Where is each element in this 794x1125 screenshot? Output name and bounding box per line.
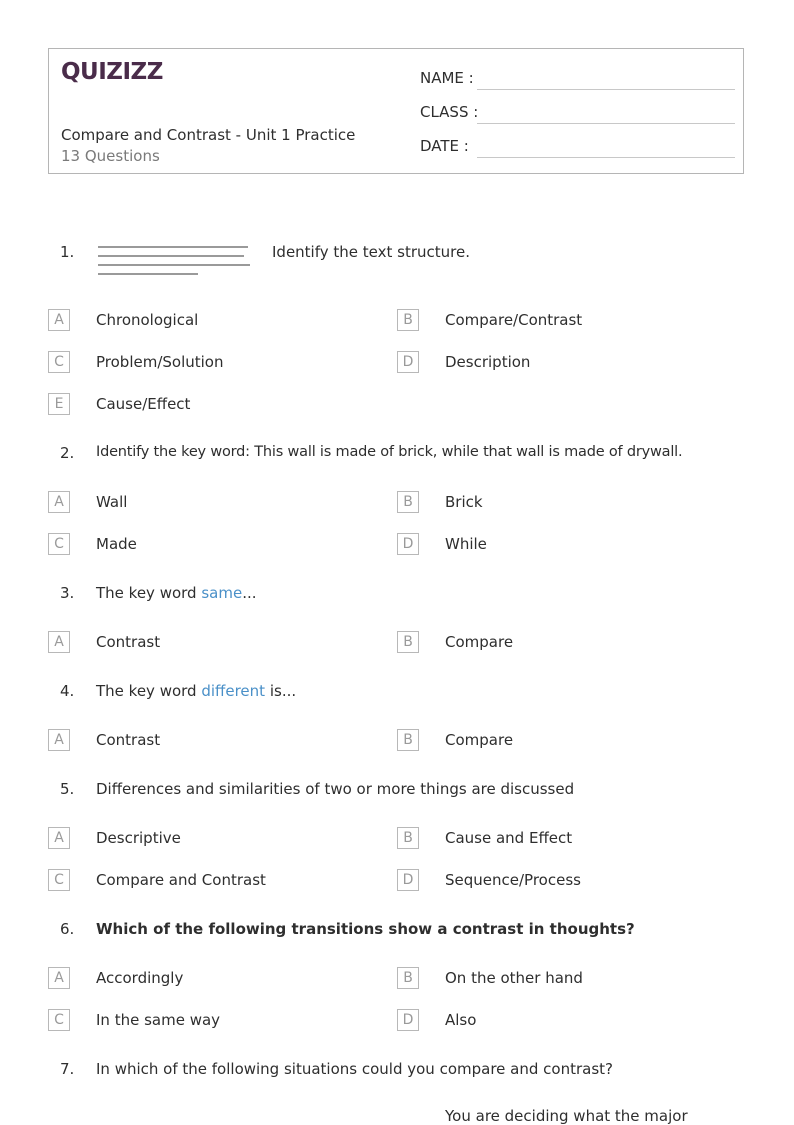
option-letter[interactable]: C	[48, 533, 70, 555]
keyword-highlight: same	[201, 584, 243, 602]
option-text-partial[interactable]: You are deciding what the major	[445, 1107, 688, 1125]
question-number: 6.	[60, 920, 75, 938]
option-letter[interactable]: A	[48, 309, 70, 331]
option-letter[interactable]: D	[397, 1009, 419, 1031]
quizizz-logo: QUIZIZZ	[61, 59, 163, 85]
option-text[interactable]: Descriptive	[96, 829, 181, 847]
option-letter[interactable]: A	[48, 631, 70, 653]
option-text[interactable]: Contrast	[96, 633, 161, 651]
class-label: CLASS :	[420, 103, 479, 121]
passage-thumbnail-image	[96, 242, 254, 280]
question-text-pre: The key word	[96, 682, 202, 700]
question-text: Differences and similarities of two or more things are discussed	[96, 780, 575, 798]
option-letter[interactable]: A	[48, 491, 70, 513]
name-label: NAME :	[420, 69, 474, 87]
option-text[interactable]: Chronological	[96, 311, 199, 329]
date-label: DATE :	[420, 137, 469, 155]
name-field[interactable]	[420, 69, 735, 91]
option-text[interactable]: Accordingly	[96, 969, 184, 987]
option-letter[interactable]: C	[48, 1009, 70, 1031]
date-line	[477, 157, 735, 158]
option-text[interactable]: Sequence/Process	[445, 871, 581, 889]
option-letter[interactable]: A	[48, 729, 70, 751]
date-field[interactable]	[420, 137, 735, 159]
option-text[interactable]: Brick	[445, 493, 483, 511]
option-letter[interactable]: B	[397, 967, 419, 989]
option-letter[interactable]: B	[397, 491, 419, 513]
keyword-highlight: different	[201, 682, 266, 700]
question-text-post: is...	[265, 682, 297, 700]
question-number: 3.	[60, 584, 75, 602]
option-text[interactable]: Cause and Effect	[445, 829, 573, 847]
option-text[interactable]: Compare	[445, 731, 514, 749]
question-number: 5.	[60, 780, 75, 798]
option-text[interactable]: In the same way	[96, 1011, 221, 1029]
question-text	[96, 682, 296, 700]
question-number: 1.	[60, 243, 75, 261]
option-letter[interactable]: D	[397, 533, 419, 555]
option-text[interactable]: Also	[445, 1011, 477, 1029]
option-letter[interactable]: E	[48, 393, 70, 415]
option-letter[interactable]: B	[397, 827, 419, 849]
option-letter[interactable]: B	[397, 309, 419, 331]
question-text	[96, 584, 257, 602]
option-letter[interactable]: B	[397, 631, 419, 653]
question-number: 7.	[60, 1060, 75, 1078]
option-text[interactable]: On the other hand	[445, 969, 583, 987]
question-text: Which of the following transitions show a contrast in thoughts?	[96, 920, 635, 938]
option-letter[interactable]: B	[397, 729, 419, 751]
option-text[interactable]: Made	[96, 535, 137, 553]
option-letter[interactable]: D	[397, 869, 419, 891]
option-text[interactable]: While	[445, 535, 487, 553]
option-text[interactable]: Compare/Contrast	[445, 311, 583, 329]
option-letter[interactable]: C	[48, 869, 70, 891]
option-letter[interactable]: C	[48, 351, 70, 373]
option-letter[interactable]: A	[48, 967, 70, 989]
option-text[interactable]: Compare	[445, 633, 514, 651]
question-text: In which of the following situations could you compare and contrast?	[96, 1060, 613, 1078]
option-letter[interactable]: A	[48, 827, 70, 849]
option-letter[interactable]: D	[397, 351, 419, 373]
question-text-post: ...	[242, 584, 257, 602]
option-text[interactable]: Cause/Effect	[96, 395, 191, 413]
option-text[interactable]: Compare and Contrast	[96, 871, 266, 889]
question-count: 13 Questions	[61, 147, 160, 165]
question-text: Identify the key word: This wall is made of brick, while that wall is made of drywall.	[96, 444, 683, 460]
option-text[interactable]: Description	[445, 353, 531, 371]
question-text: Identify the text structure.	[272, 243, 470, 261]
worksheet-title: Compare and Contrast - Unit 1 Practice	[61, 126, 356, 144]
question-number: 2.	[60, 444, 75, 462]
name-line	[477, 89, 735, 90]
option-text[interactable]: Contrast	[96, 731, 161, 749]
option-text[interactable]: Wall	[96, 493, 128, 511]
question-number: 4.	[60, 682, 75, 700]
class-line	[477, 123, 735, 124]
option-text[interactable]: Problem/Solution	[96, 353, 224, 371]
question-text-pre: The key word	[96, 584, 202, 602]
class-field[interactable]	[420, 103, 735, 125]
worksheet-header	[48, 48, 744, 174]
